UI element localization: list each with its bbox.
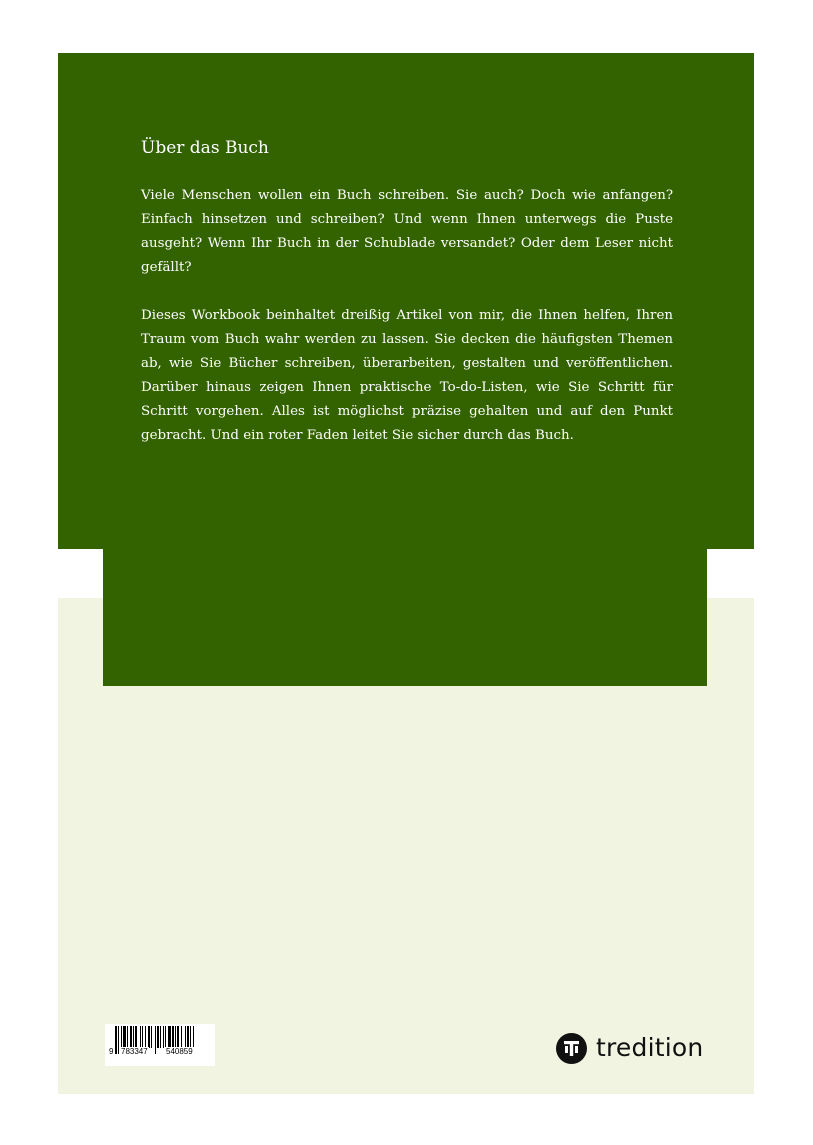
blurb-paragraph-1: Viele Menschen wollen ein Buch schreiben. Sie auch? Doch wie anfangen? Einfach hinsetzen und schreiben? Und wenn Ihnen unterwegs die Puste ausgeht? Wenn Ihr Buch in der Schublade versandet? Oder dem Leser nicht gefällt? bbox=[141, 188, 673, 275]
barcode-bar bbox=[127, 1026, 128, 1048]
barcode-bar bbox=[135, 1026, 137, 1048]
barcode-bar bbox=[175, 1026, 176, 1048]
barcode-bar bbox=[177, 1026, 179, 1048]
barcode-bar bbox=[168, 1026, 171, 1048]
barcode-bar bbox=[118, 1026, 119, 1054]
barcode-bar bbox=[172, 1026, 174, 1048]
blurb-heading: Über das Buch bbox=[141, 138, 269, 158]
book-blurb bbox=[141, 136, 673, 472]
barcode-bar bbox=[123, 1026, 126, 1048]
barcode-bars bbox=[105, 1024, 215, 1066]
barcode-bar bbox=[142, 1026, 143, 1048]
lower-green-panel bbox=[103, 548, 707, 686]
publisher-logo bbox=[556, 1030, 703, 1066]
barcode-bar bbox=[165, 1026, 166, 1048]
barcode-bar bbox=[148, 1026, 150, 1048]
barcode-first-digit: 9 bbox=[109, 1047, 114, 1056]
barcode-bar bbox=[181, 1026, 182, 1048]
barcode-bar bbox=[115, 1026, 117, 1054]
isbn-barcode bbox=[105, 1024, 215, 1066]
barcode-bar bbox=[155, 1026, 156, 1054]
barcode-bar bbox=[133, 1026, 134, 1048]
barcode-bar bbox=[151, 1026, 152, 1048]
tredition-logo-icon bbox=[556, 1033, 587, 1064]
barcode-bar bbox=[145, 1026, 146, 1048]
barcode-bar bbox=[157, 1026, 159, 1048]
barcode-left-digits: 783347 bbox=[121, 1047, 148, 1056]
barcode-bar bbox=[187, 1026, 189, 1048]
publisher-name: tredition bbox=[596, 1033, 704, 1062]
barcode-bar bbox=[190, 1026, 191, 1048]
barcode-right-digits: 540859 bbox=[166, 1047, 193, 1056]
barcode-bar bbox=[121, 1026, 122, 1048]
barcode-bar bbox=[130, 1026, 132, 1048]
barcode-bar bbox=[140, 1026, 141, 1048]
barcode-bar bbox=[163, 1026, 164, 1048]
blurb-paragraph-2: Dieses Workbook beinhaltet dreißig Artikel von mir, die Ihnen helfen, Ihren Traum vom Buch wahr werden zu lassen. Sie decken die häufigsten Themen ab, wie Sie Bücher schreiben, überarbeiten, gestalten und veröffentlichen. Darüber hinaus zeigen Ihnen praktische To-do-Listen, wie Sie Schritt für Schritt vorgehen. Alles ist möglichst präzise gehalten und auf den Punkt gebracht. Und ein roter Faden leitet Sie sicher durch das Buch. bbox=[141, 308, 673, 443]
barcode-bar bbox=[160, 1026, 161, 1048]
barcode-bar bbox=[185, 1026, 186, 1048]
